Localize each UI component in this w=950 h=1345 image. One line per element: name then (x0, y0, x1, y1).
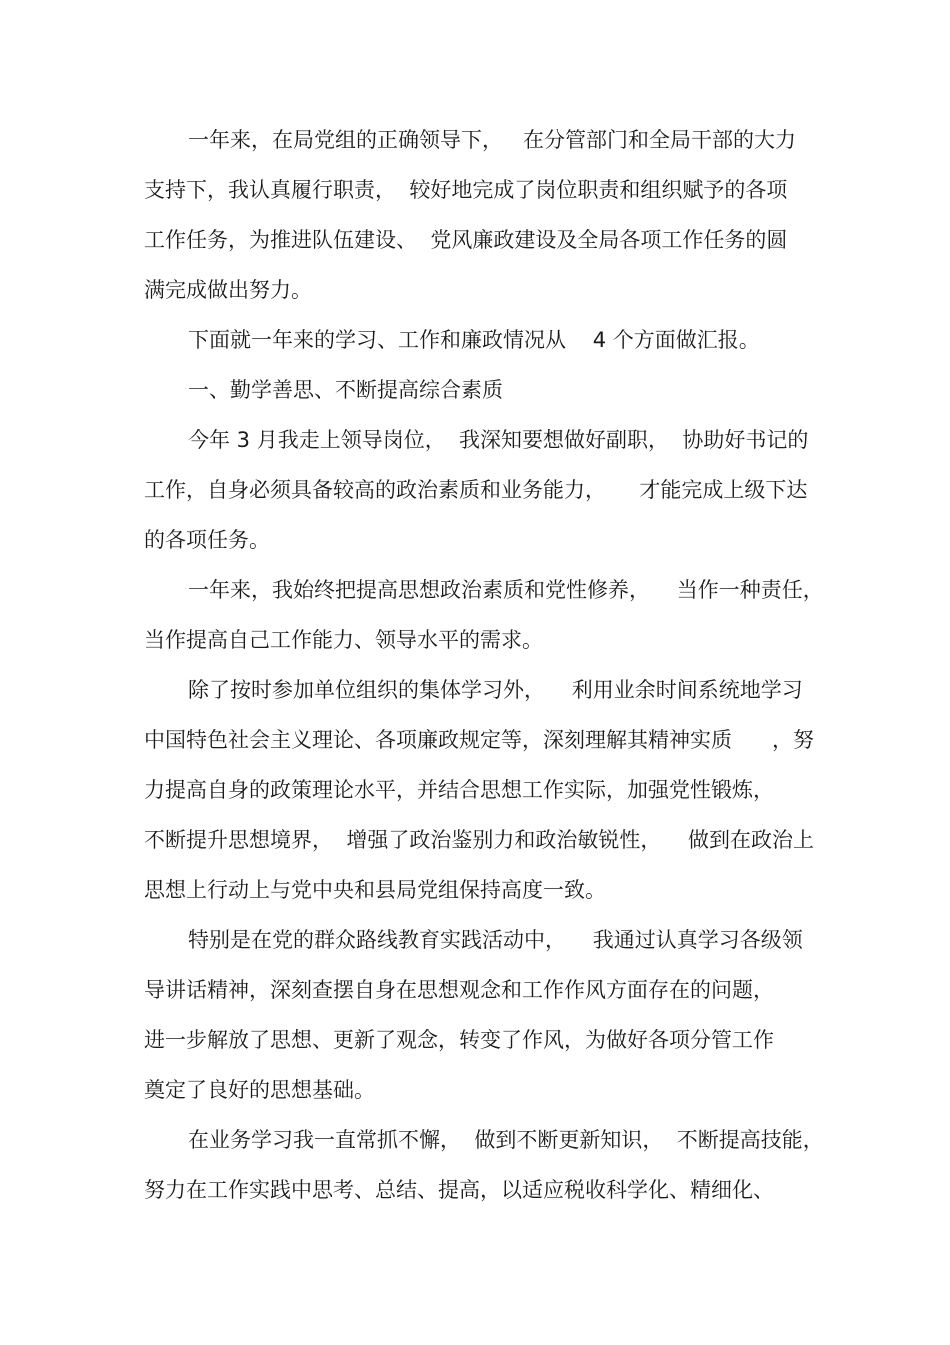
paragraph-line: 努力在工作实践中思考、总结、提高，以适应税收科学化、精细化、 (144, 1178, 774, 1202)
paragraph-line: 满完成做出努力。 (144, 278, 312, 302)
paragraph-line: 进一步解放了思想、更新了观念，转变了作风，为做好各项分管工作 (144, 1028, 774, 1052)
paragraph-line: 支持下，我认真履行职责， 较好地完成了岗位职责和组织赋予的各项 (144, 178, 788, 202)
paragraph-line: 当作提高自己工作能力、领导水平的需求。 (144, 628, 543, 652)
paragraph-line: 除了按时参加单位组织的集体学习外， 利用业余时间系统地学习 (188, 678, 803, 702)
paragraph-line: 在业务学习我一直常抓不懈， 做到不断更新知识， 不断提高技能， (188, 1128, 824, 1152)
paragraph-line: 工作任务，为推进队伍建设、 党风廉政建设及全局各项工作任务的圆 (144, 228, 788, 252)
paragraph-line: 今年 3 月我走上领导岗位， 我深知要想做好副职， 协助好书记的 (188, 428, 809, 452)
section-heading-text: 一、勤学善思、不断提高综合素质 (188, 378, 503, 402)
paragraph-line: 工作，自身必须具备较高的政治素质和业务能力， 才能完成上级下达 (144, 478, 808, 502)
paragraph-line: 一年来，在局党组的正确领导下， 在分管部门和全局干部的大力 (188, 128, 797, 152)
paragraph-line: 思想上行动上与党中央和县局党组保持高度一致。 (144, 878, 606, 902)
paragraph-line: 特别是在党的群众路线教育实践活动中， 我通过认真学习各级领 (188, 928, 803, 952)
paragraph-line: 力提高自身的政策理论水平，并结合思想工作实际，加强党性锻炼， (144, 778, 774, 802)
paragraph-line: 不断提升思想境界， 增强了政治鉴别力和政治敏锐性， 做到在政治上 (144, 828, 815, 852)
paragraph-line: 导讲话精神，深刻查摆自身在思想观念和工作作风方面存在的问题， (144, 978, 774, 1002)
paragraph-line: 奠定了良好的思想基础。 (144, 1078, 375, 1102)
paragraph-line: 中国特色社会主义理论、各项廉政规定等，深刻理解其精神实质 ，努 (144, 728, 815, 752)
paragraph-line: 下面就一年来的学习、工作和廉政情况从 4 个方面做汇报。 (188, 328, 760, 352)
paragraph-line: 一年来，我始终把提高思想政治素质和党性修养， 当作一种责任， (188, 578, 824, 602)
paragraph-line: 的各项任务。 (144, 528, 270, 552)
